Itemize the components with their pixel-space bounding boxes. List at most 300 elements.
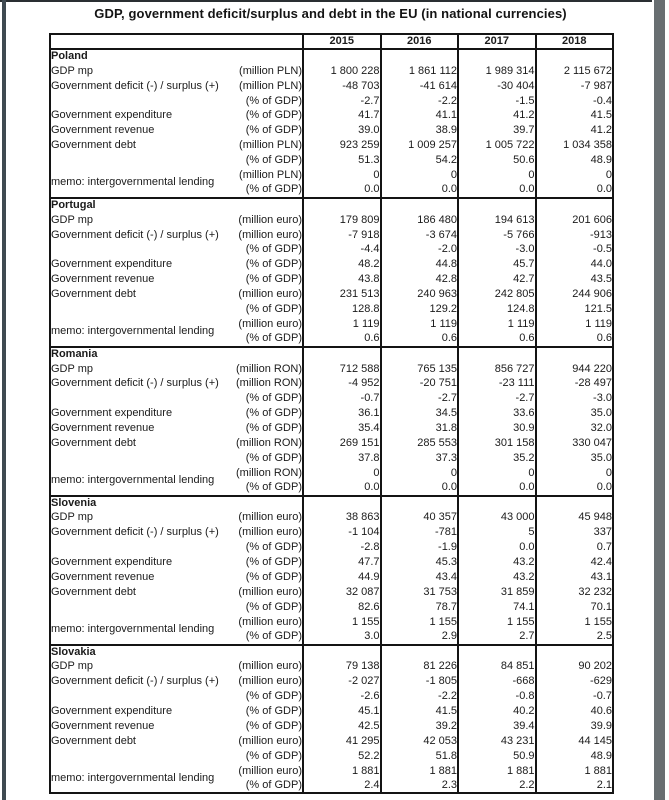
value-cell: 38 863 xyxy=(303,511,381,526)
memo-value-cell: 0.0 xyxy=(458,183,536,198)
value-cell: 301 158 xyxy=(458,436,536,451)
country-row-spacer-cell xyxy=(458,645,536,660)
memo-value-cell: 1 119 xyxy=(458,317,536,332)
table-row xyxy=(50,689,613,704)
row-unit: (% of GDP) xyxy=(245,451,302,464)
memo-row xyxy=(50,168,613,183)
table-row xyxy=(50,511,613,526)
row-label: Government revenue xyxy=(51,422,155,435)
memo-row xyxy=(50,466,613,481)
row-unit: (million PLN) xyxy=(239,79,302,92)
row-unit: (% of GDP) xyxy=(245,705,302,718)
memo-value-cell: 2.9 xyxy=(381,630,459,645)
value-cell: 35.4 xyxy=(303,421,381,436)
page-edge-left xyxy=(2,0,6,800)
row-label: Government debt xyxy=(51,734,136,747)
table-row xyxy=(50,674,613,689)
memo-value-cell: 0.0 xyxy=(536,183,614,198)
table-row xyxy=(50,362,613,377)
memo-value-cell: 1 881 xyxy=(303,764,381,779)
table-row xyxy=(50,257,613,272)
value-cell: 5 xyxy=(458,525,536,540)
value-cell: 944 220 xyxy=(536,362,614,377)
memo-value-cell: 0.0 xyxy=(536,481,614,496)
value-cell: 2 115 672 xyxy=(536,64,614,79)
row-label: Government expenditure xyxy=(51,109,173,122)
table-row xyxy=(50,600,613,615)
value-cell: 33.6 xyxy=(458,406,536,421)
value-cell: 121.5 xyxy=(536,302,614,317)
memo-value-cell: 2.1 xyxy=(536,779,614,794)
row-unit: (% of GDP) xyxy=(245,571,302,583)
value-cell: -2.0 xyxy=(381,242,459,257)
country-row xyxy=(50,49,613,64)
value-cell: 36.1 xyxy=(303,406,381,421)
row-unit: (million RON) xyxy=(236,362,302,375)
value-cell: -0.7 xyxy=(303,391,381,406)
year-header: 2017 xyxy=(458,34,536,49)
value-cell: 129.2 xyxy=(381,302,459,317)
value-cell: 43.8 xyxy=(303,272,381,287)
value-cell: 31 753 xyxy=(381,585,459,600)
country-row-spacer-cell xyxy=(303,496,381,511)
country-row-spacer-cell xyxy=(381,198,459,213)
row-unit: (million euro) xyxy=(238,660,302,673)
value-cell: 43.4 xyxy=(381,570,459,585)
value-cell: -3.0 xyxy=(536,391,614,406)
memo-unit: (million RON) xyxy=(236,466,302,479)
row-unit: (million euro) xyxy=(238,511,302,524)
country-row-spacer-cell xyxy=(303,198,381,213)
value-cell: -2 027 xyxy=(303,674,381,689)
value-cell: 42.5 xyxy=(303,719,381,734)
row-unit: (million euro) xyxy=(238,675,302,688)
value-cell: 856 727 xyxy=(458,362,536,377)
value-cell: 39.9 xyxy=(536,719,614,734)
memo-value-cell: 0.6 xyxy=(536,332,614,347)
table-row xyxy=(50,376,613,391)
row-unit: (million PLN) xyxy=(239,139,302,152)
country-row-spacer-cell xyxy=(536,347,614,362)
row-unit: (million RON) xyxy=(236,377,302,390)
value-cell: -1 104 xyxy=(303,525,381,540)
row-unit: (million euro) xyxy=(238,585,302,598)
memo-value-cell: 0 xyxy=(381,168,459,183)
value-cell: 81 226 xyxy=(381,659,459,674)
value-cell: 40.2 xyxy=(458,704,536,719)
table-row xyxy=(50,570,613,585)
row-unit: (% of GDP) xyxy=(245,109,302,122)
row-label xyxy=(50,242,200,257)
value-cell: -7 918 xyxy=(303,228,381,243)
row-unit: (% of GDP) xyxy=(245,392,302,405)
row-label: Government debt xyxy=(51,139,136,152)
row-unit: (% of GDP) xyxy=(245,749,302,762)
memo-value-cell: 0 xyxy=(303,466,381,481)
value-cell: 244 906 xyxy=(536,287,614,302)
row-label: Government deficit (-) / surplus (+) xyxy=(51,675,219,688)
row-label: GDP mp xyxy=(51,213,93,226)
page-edge-top xyxy=(0,0,652,2)
row-unit: (million euro) xyxy=(238,288,302,301)
value-cell: -2.2 xyxy=(381,94,459,109)
value-cell: -2.8 xyxy=(303,540,381,555)
table-row xyxy=(50,242,613,257)
row-label xyxy=(50,391,200,406)
row-label: Government expenditure xyxy=(51,407,173,420)
memo-row xyxy=(50,317,613,332)
row-label: Government deficit (-) / surplus (+) xyxy=(51,377,219,390)
row-unit: (% of GDP) xyxy=(245,407,302,420)
value-cell: -1 805 xyxy=(381,674,459,689)
country-name: Slovenia xyxy=(50,496,303,511)
country-row-spacer-cell xyxy=(536,496,614,511)
country-name: Portugal xyxy=(50,198,303,213)
country-row-spacer-cell xyxy=(536,49,614,64)
value-cell: 41.5 xyxy=(536,108,614,123)
value-cell: 242 805 xyxy=(458,287,536,302)
value-cell: -2.6 xyxy=(303,689,381,704)
value-cell: 35.2 xyxy=(458,451,536,466)
memo-value-cell: 0.0 xyxy=(303,183,381,198)
country-row-spacer-cell xyxy=(303,347,381,362)
row-label xyxy=(50,153,200,168)
table-row xyxy=(50,585,613,600)
value-cell: 38.9 xyxy=(381,123,459,138)
value-cell: 231 513 xyxy=(303,287,381,302)
value-cell: 43.2 xyxy=(458,555,536,570)
country-row-spacer-cell xyxy=(536,645,614,660)
value-cell: 50.6 xyxy=(458,153,536,168)
value-cell: 51.8 xyxy=(381,749,459,764)
value-cell: -1.9 xyxy=(381,540,459,555)
row-label: Government debt xyxy=(51,436,136,449)
row-label: GDP mp xyxy=(51,362,93,375)
table-row xyxy=(50,540,613,555)
country-row-spacer-cell xyxy=(458,198,536,213)
memo-value-cell: 3.0 xyxy=(303,630,381,645)
value-cell: 1 989 314 xyxy=(458,64,536,79)
value-cell: 1 005 722 xyxy=(458,138,536,153)
value-cell: 337 xyxy=(536,525,614,540)
memo-value-cell: 1 881 xyxy=(458,764,536,779)
row-unit: (% of GDP) xyxy=(245,273,302,286)
value-cell: -0.7 xyxy=(536,689,614,704)
table-row xyxy=(50,436,613,451)
table-row xyxy=(50,451,613,466)
value-cell: -48 703 xyxy=(303,79,381,94)
value-cell: 41.2 xyxy=(458,108,536,123)
value-cell: 41.5 xyxy=(381,704,459,719)
value-cell: 765 135 xyxy=(381,362,459,377)
row-label xyxy=(50,540,200,555)
header-corner-cell xyxy=(50,34,303,49)
memo-unit: (% of GDP) xyxy=(245,332,302,345)
memo-value-cell: 0 xyxy=(536,168,614,183)
row-unit: (% of GDP) xyxy=(245,556,302,569)
table-row xyxy=(50,659,613,674)
value-cell: 42.4 xyxy=(536,555,614,570)
value-cell: 50.9 xyxy=(458,749,536,764)
gdp-table xyxy=(49,33,614,794)
value-cell: -28 497 xyxy=(536,376,614,391)
memo-unit: (% of GDP) xyxy=(245,778,302,791)
memo-value-cell: 0 xyxy=(536,466,614,481)
value-cell: -781 xyxy=(381,525,459,540)
table-header-row xyxy=(50,34,613,49)
memo-unit: (million euro) xyxy=(238,615,302,628)
value-cell: 41.7 xyxy=(303,108,381,123)
memo-unit: (% of GDP) xyxy=(245,481,302,494)
value-cell: 269 151 xyxy=(303,436,381,451)
value-cell: 90 202 xyxy=(536,659,614,674)
value-cell: 32.0 xyxy=(536,421,614,436)
memo-label: memo: intergovernmental lending xyxy=(51,473,215,486)
memo-value-cell: 2.4 xyxy=(303,779,381,794)
value-cell: -2.7 xyxy=(381,391,459,406)
table-row xyxy=(50,734,613,749)
row-label xyxy=(50,689,200,704)
value-cell: 923 259 xyxy=(303,138,381,153)
country-row-spacer-cell xyxy=(536,198,614,213)
country-row xyxy=(50,645,613,660)
value-cell: -2.7 xyxy=(303,94,381,109)
year-header: 2018 xyxy=(536,34,614,49)
value-cell: 186 480 xyxy=(381,213,459,228)
row-label: Government expenditure xyxy=(51,258,173,271)
country-row-spacer-cell xyxy=(381,496,459,511)
value-cell: 201 606 xyxy=(536,213,614,228)
page-title: GDP, government deficit/surplus and debt in the EU (in national currencies) xyxy=(94,6,567,21)
value-cell: 39.0 xyxy=(303,123,381,138)
table-row xyxy=(50,421,613,436)
row-label xyxy=(50,94,200,109)
value-cell: 41 295 xyxy=(303,734,381,749)
value-cell: 44.9 xyxy=(303,570,381,585)
country-name: Romania xyxy=(50,347,303,362)
value-cell: 330 047 xyxy=(536,436,614,451)
value-cell: 1 861 112 xyxy=(381,64,459,79)
memo-value-cell: 0.0 xyxy=(303,481,381,496)
memo-value-cell: 0.6 xyxy=(381,332,459,347)
row-unit: (% of GDP) xyxy=(245,541,302,554)
table-row xyxy=(50,138,613,153)
row-label: Government revenue xyxy=(51,273,155,286)
value-cell: 240 963 xyxy=(381,287,459,302)
value-cell: 48.9 xyxy=(536,749,614,764)
memo-value-cell: 0.0 xyxy=(458,481,536,496)
value-cell: 37.3 xyxy=(381,451,459,466)
value-cell: 43.1 xyxy=(536,570,614,585)
value-cell: -0.4 xyxy=(536,94,614,109)
value-cell: 84 851 xyxy=(458,659,536,674)
value-cell: 47.7 xyxy=(303,555,381,570)
row-label: Government expenditure xyxy=(51,705,173,718)
value-cell: 39.2 xyxy=(381,719,459,734)
value-cell: 42 053 xyxy=(381,734,459,749)
memo-unit: (million PLN) xyxy=(239,168,302,181)
value-cell: 44.0 xyxy=(536,257,614,272)
value-cell: -2.7 xyxy=(458,391,536,406)
value-cell: 74.1 xyxy=(458,600,536,615)
row-unit: (million RON) xyxy=(236,436,302,449)
row-unit: (% of GDP) xyxy=(245,243,302,256)
table-body xyxy=(50,49,613,794)
row-unit: (% of GDP) xyxy=(245,302,302,315)
value-cell: 52.2 xyxy=(303,749,381,764)
value-cell: 124.8 xyxy=(458,302,536,317)
memo-label: memo: intergovernmental lending xyxy=(51,771,215,784)
value-cell: -1.5 xyxy=(458,94,536,109)
value-cell: -3 674 xyxy=(381,228,459,243)
memo-value-cell: 1 119 xyxy=(536,317,614,332)
table-row xyxy=(50,302,613,317)
value-cell: 48.2 xyxy=(303,257,381,272)
memo-value-cell: 2.2 xyxy=(458,779,536,794)
table-row xyxy=(50,228,613,243)
table-header xyxy=(50,34,613,49)
value-cell: -41 614 xyxy=(381,79,459,94)
row-unit: (% of GDP) xyxy=(245,258,302,271)
row-label: Government deficit (-) / surplus (+) xyxy=(51,526,219,539)
value-cell: 32 087 xyxy=(303,585,381,600)
row-unit: (% of GDP) xyxy=(245,600,302,613)
value-cell: 44 145 xyxy=(536,734,614,749)
row-unit: (million euro) xyxy=(238,228,302,241)
value-cell: 39.7 xyxy=(458,123,536,138)
value-cell: -30 404 xyxy=(458,79,536,94)
memo-value-cell: 0.0 xyxy=(381,481,459,496)
memo-row xyxy=(50,764,613,779)
row-label: Government debt xyxy=(51,288,136,301)
memo-value-cell: 0.6 xyxy=(303,332,381,347)
row-label: Government debt xyxy=(51,585,136,598)
table-row xyxy=(50,749,613,764)
memo-value-cell: 1 155 xyxy=(458,615,536,630)
value-cell: 32 232 xyxy=(536,585,614,600)
value-cell: 31 859 xyxy=(458,585,536,600)
country-row-spacer-cell xyxy=(381,49,459,64)
memo-value-cell: 1 155 xyxy=(536,615,614,630)
country-row-spacer-cell xyxy=(381,347,459,362)
row-label xyxy=(50,600,200,615)
value-cell: -0.5 xyxy=(536,242,614,257)
value-cell: 45.3 xyxy=(381,555,459,570)
memo-label: memo: intergovernmental lending xyxy=(51,622,215,635)
value-cell: 285 553 xyxy=(381,436,459,451)
table-row xyxy=(50,94,613,109)
table-row xyxy=(50,555,613,570)
row-unit: (million euro) xyxy=(238,526,302,539)
value-cell: 39.4 xyxy=(458,719,536,734)
value-cell: 42.8 xyxy=(381,272,459,287)
row-label: GDP mp xyxy=(51,660,93,673)
country-row-spacer-cell xyxy=(458,347,536,362)
table-row xyxy=(50,79,613,94)
value-cell: 79 138 xyxy=(303,659,381,674)
value-cell: 54.2 xyxy=(381,153,459,168)
value-cell: 70.1 xyxy=(536,600,614,615)
value-cell: 1 034 358 xyxy=(536,138,614,153)
country-row-spacer-cell xyxy=(458,496,536,511)
value-cell: 40 357 xyxy=(381,511,459,526)
memo-value-cell: 0 xyxy=(303,168,381,183)
table-row xyxy=(50,719,613,734)
row-label xyxy=(50,749,200,764)
table-row xyxy=(50,123,613,138)
table-row xyxy=(50,108,613,123)
value-cell: -5 766 xyxy=(458,228,536,243)
table-row xyxy=(50,153,613,168)
row-unit: (% of GDP) xyxy=(245,94,302,107)
value-cell: -4 952 xyxy=(303,376,381,391)
value-cell: 43.5 xyxy=(536,272,614,287)
row-label xyxy=(50,302,200,317)
value-cell: -3.0 xyxy=(458,242,536,257)
value-cell: 45 948 xyxy=(536,511,614,526)
value-cell: 0.0 xyxy=(458,540,536,555)
row-unit: (million euro) xyxy=(238,734,302,747)
value-cell: 30.9 xyxy=(458,421,536,436)
memo-value-cell: 1 155 xyxy=(303,615,381,630)
value-cell: 82.6 xyxy=(303,600,381,615)
row-unit: (% of GDP) xyxy=(245,124,302,137)
country-row-spacer-cell xyxy=(303,49,381,64)
year-header: 2016 xyxy=(381,34,459,49)
page-edge-right xyxy=(654,0,665,800)
country-name: Slovakia xyxy=(50,645,303,660)
country-row xyxy=(50,347,613,362)
memo-value-cell: 0.6 xyxy=(458,332,536,347)
row-unit: (% of GDP) xyxy=(245,690,302,703)
table-row xyxy=(50,213,613,228)
row-label: GDP mp xyxy=(51,511,93,524)
table-row xyxy=(50,391,613,406)
value-cell: 45.7 xyxy=(458,257,536,272)
value-cell: -20 751 xyxy=(381,376,459,391)
memo-value-cell: 1 119 xyxy=(303,317,381,332)
value-cell: 35.0 xyxy=(536,406,614,421)
memo-unit: (million euro) xyxy=(238,764,302,777)
row-label xyxy=(50,451,200,466)
value-cell: -913 xyxy=(536,228,614,243)
memo-label: memo: intergovernmental lending xyxy=(51,324,215,337)
value-cell: 45.1 xyxy=(303,704,381,719)
memo-unit: (% of GDP) xyxy=(245,183,302,196)
value-cell: -7 987 xyxy=(536,79,614,94)
memo-value-cell: 2.5 xyxy=(536,630,614,645)
row-label: Government deficit (-) / surplus (+) xyxy=(51,228,219,241)
country-row-spacer-cell xyxy=(381,645,459,660)
table-row xyxy=(50,704,613,719)
memo-value-cell: 2.3 xyxy=(381,779,459,794)
country-row xyxy=(50,496,613,511)
value-cell: 179 809 xyxy=(303,213,381,228)
value-cell: 43 231 xyxy=(458,734,536,749)
row-unit: (% of GDP) xyxy=(245,719,302,732)
value-cell: 34.5 xyxy=(381,406,459,421)
row-unit: (% of GDP) xyxy=(245,154,302,167)
memo-value-cell: 0.0 xyxy=(381,183,459,198)
value-cell: 42.7 xyxy=(458,272,536,287)
value-cell: 712 588 xyxy=(303,362,381,377)
row-unit: (% of GDP) xyxy=(245,422,302,435)
country-name: Poland xyxy=(50,49,303,64)
table-row xyxy=(50,406,613,421)
value-cell: 41.2 xyxy=(536,123,614,138)
value-cell: 1 800 228 xyxy=(303,64,381,79)
value-cell: 43.2 xyxy=(458,570,536,585)
